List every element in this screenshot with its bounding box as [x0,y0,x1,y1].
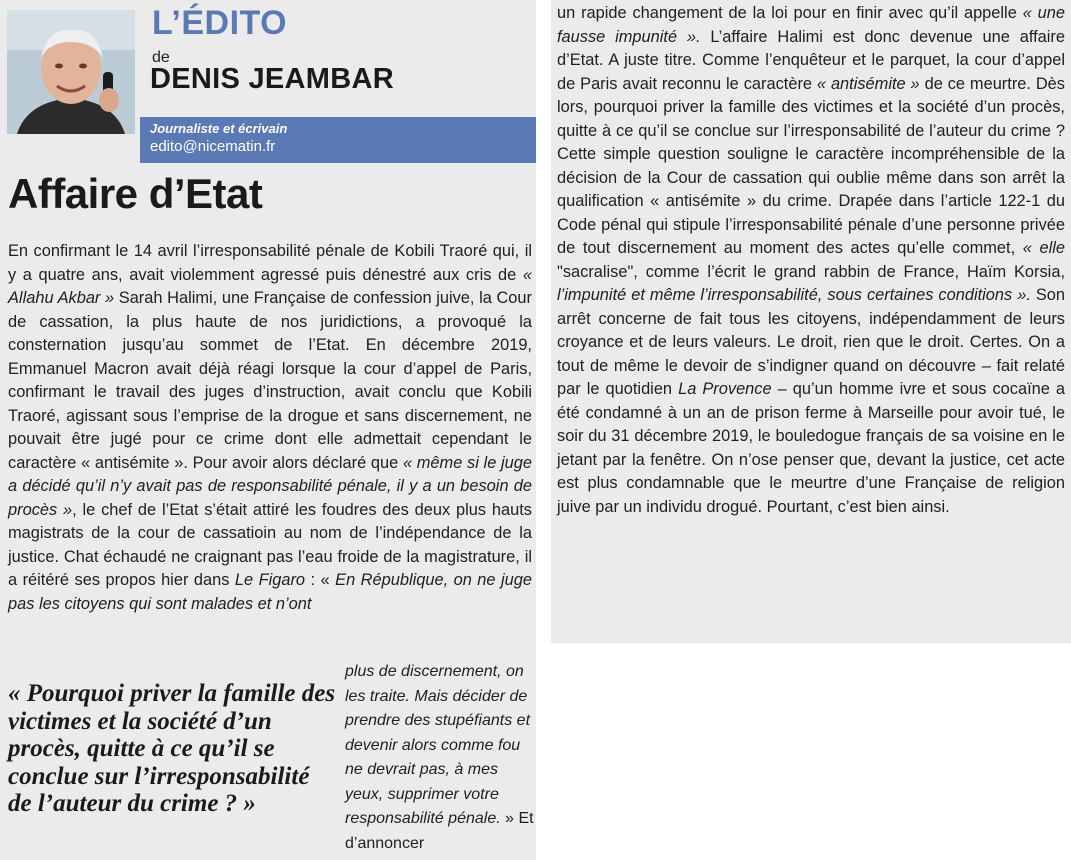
body-text: Sarah Halimi, une Française de confession juive, la Cour de cassation, la plus haute de nos juridictions, a provoqué la consternation jusqu’au sommet de l’Etat. En décembre 2019, Emmanuel Macron avait déjà réagi lorsque la cour d’appel de Paris, confirmant le travail des juges d’instruction, avait conclu que Kobili Traoré, agissant sous l’emprise de la drogue et sans discernement, ne pouvait être jugé pour ce crime dont elle admettait cependant le caractère « antisémite ». Pour avoir alors déclaré que [8,289,532,472]
byline-band [140,117,536,163]
section-label: L’ÉDITO [152,4,288,42]
body-text: L’affaire Halimi est donc devenue une affaire d’Etat. A juste titre. Comme l’enquêteur et le parquet, la cour d’appel de Paris avait reconnu le caractère [557,27,1065,93]
article-body-right [557,2,1065,519]
body-quote: « une fausse impunité ». [557,4,1065,46]
article-body-left-tail [345,660,535,856]
author-email[interactable]: edito@nicematin.fr [150,138,276,155]
body-quote: En République, on ne juge pas les citoyens qui sont malades et n’ont [8,571,532,613]
author-role: Journaliste et écrivain [150,121,288,136]
article-body-left [8,240,532,616]
body-text: de ce meurtre. Dès lors, pourquoi priver la famille des victimes et la société d’un procès, quitte à ce qu’il se conclue sur l’irresponsabilité de l’auteur du crime ? Cette simple question souligne le caractère incompréhensible de la décision de la Cour de cassation qui oublie même dans son arrêt la qualification « antisémite » du crime. Drapée dans l’article 122-1 du Code pénal qui stipule l’irresponsabilité pénale d’une personne privée de tout discernement au moment des actes qu’elle commet, [557,74,1065,257]
body-text: En confirmant le 14 avril l’irresponsabilité pénale de Kobili Traoré qui, il y a quatre ans, avait violemment agressé puis dénestré aux cris de [8,242,532,284]
body-quote: « même si le juge a décidé qu’il n’y avait pas de responsabilité pénale, il y a un besoin de procès » [8,453,533,519]
body-quote: plus de discernement, on les traite. Mais décider de prendre des stupéfiants et devenir alors comme fou ne devrait pas, à mes yeux, supprimer votre responsabilité pénale. [345,663,531,827]
body-source: Le Figaro [234,571,306,589]
body-text: Son arrêt concerne de fait tous les citoyens, indépendamment de leurs croyance et de leurs valeurs. Le droit, rien que le droit. Certes. On a tout de même le devoir de s’indigner quand on découvre – fait relaté par le quotidien [557,286,1066,398]
author-prefix: de [152,49,170,66]
article-headline: Affaire d’Etat [8,170,263,217]
body-text: , le chef de l’Etat s’était attiré les foudres des deux plus hauts magistrats de la cour de cassatioin au nom de l’indépendance de la justice. Chat échaudé ne craignant pas l’eau froide de la magistrature, il a réitéré ses propos hier dans [8,500,532,589]
body-text: un rapide changement de la loi pour en finir avec qu’il appelle [557,4,1023,22]
author-name: DENIS JEAMBAR [150,63,394,95]
body-quote: « Allahu Akbar » [8,265,532,307]
body-source: La Provence [678,380,772,398]
body-text: – qu’un homme ivre et sous cocaïne a été condamné à un an de prison ferme à Marseille pour avoir tué, le soir du 31 décembre 2019, le bouledogue français de sa voisine en le jetant par la fenêtre. On n’ose penser que, devant la justice, cet acte est plus condamnable que le meurtre d’une Française de religion juive par un individu drogué. Pourtant, c’est bien ainsi. [557,380,1066,516]
body-text: : « [305,571,336,589]
pull-quote: « Pourquoi priver la famille des victimes et la société d’un procès, quitte à ce qu’il se conclue sur l’irresponsabilité de l’auteur du crime ? » [8,680,336,817]
body-text: » Et d’annoncer [345,810,534,852]
body-text: "sacralise", comme l’écrit le grand rabbin de France, Haïm Korsia, [557,262,1065,281]
body-quote: « antisémite » [816,74,920,93]
author-portrait [7,10,135,134]
body-quote: « elle [1022,239,1066,257]
body-quote: l’impunité et même l’irresponsabilité, sous certaines conditions ». [557,286,1031,304]
